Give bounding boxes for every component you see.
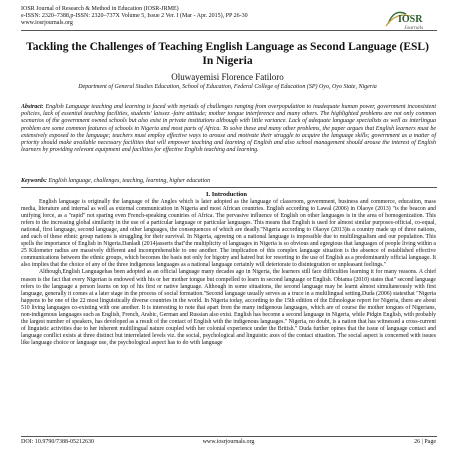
- abstract-label: Abstract:: [21, 104, 44, 110]
- journal-website: www.iosrjournals.org: [21, 20, 73, 26]
- paper-title: Tackling the Challenges of Teaching English Language as Second Language (ESL) In Nigeria: [26, 41, 429, 67]
- keywords: [21, 178, 436, 185]
- header-divider: [21, 30, 437, 31]
- abstract-divider: [21, 187, 437, 188]
- keywords-label: Keywords:: [21, 178, 47, 184]
- paragraph-1: English language is originally the language of the Angles which is later adopted as the language of classroom, government, business and commerce, education, mass media, literature and internal as well as external communication in Nigeria and most African countries. English according to Lawal (2006) in Olaoye (2013) "is the beacon and unifying force, as a "rapid" not sparing even French-speaking countries of Africa. The pervasive influence of English on other languages is in the area of homogenization. This refers to the increasing global similarity in the use of a particular language or particular languages. This means that English is used for almost similar purposes-official, co-equal, national, first language, second language, and other languages, the consequences of which are deadly."Nigeria according to Olaoye (2013)is a country made up of three nations, and each of these ethnic group nations is struggling for their survival. In Nigeria, agreeing on a national language is impossible due to multilingualism and our population. This spells the importance of English in Nigeria.Danladi (2014)asserts that"the multiplicity of languages in Nigeria is so obvious and egregious that languages of people living within a 25 Kilometer radius are massively different and incomprehensible to one another. The implication of this complex language situation is the absence of established effective communications between the ethnic groups, which becomes the basis not only for bigotry and hatred but for resorting to the use of English as a predominantly official language. It also implies that the choice of any of the three indigenous languages as a national language certainly will deteriorate to disintegration or unpleasant feelings.": [21, 199, 436, 269]
- iosr-logo: [384, 4, 436, 30]
- footer-divider: [21, 436, 437, 437]
- author-affiliation: Department of General Studies Education, School of Education, Federal College of Education (SP) Oyo, Oyo State, Nigeria: [78, 84, 377, 90]
- journal-name: IOSR Journal of Research & Method in Education (IOSR-JRME): [21, 6, 179, 12]
- journal-issn-volume: e-ISSN: 2320–7388,p-ISSN: 2320–737X Volume 5, Issue 2 Ver. I (Mar - Apr. 2015), PP 26-30: [21, 13, 248, 19]
- section-heading: I. Introduction: [205, 191, 248, 198]
- journal-header: [21, 6, 321, 27]
- body-text: [21, 199, 436, 347]
- abstract-text: English Language teaching and learning is faced with myriads of challenges ranging from overpopulation to inadequate human power, government inconsistent policies, lack of essential teaching facilities, students' laissez -faire attitude; mother tongue interference and many others. The highlighted problems are not only common scenarios of the government owned schools but also exist in private institutions although with little variance. Lack of adequate language specialists as well as interlingua problem are some common features of schools in Nigeria and most parts of Africa. To solve these and many other problems, the paper argues that English learners must be extensively exposed to the language; teachers must employ effective ways to arouse and motivate their struggle to acquire the language skills; government as a matter of priority should make available necessary facilities that will empower teaching and learning of English and also school management should arouse the interest of English learners by providing relevant equipment and facilities for effective English teaching and learning.: [21, 104, 437, 154]
- footer-page-number: 26 | Page: [414, 439, 436, 445]
- keywords-text: English language, challenges, teaching, learning, higher education: [48, 178, 211, 184]
- footer-doi: DOI: 10.9790/7388-05212630: [21, 439, 94, 445]
- logo-subtext: Journals: [404, 25, 424, 30]
- author-name: Oluwayemisi Florence Fatiloro: [171, 72, 284, 82]
- logo-text: IOSR: [398, 14, 423, 25]
- paragraph-2: Although,English Languagehas been adopted as an official language many decades ago in Nigeria, the learners still face difficulties learning it for many reasons. A chief reason is the fact that every Nigerian is endowed with his or her mother tongue but compelled to learn in second language or English. Obiama (2010) states that" second language refers to the language a person learns on top of his first or native language. Although in some situations, the second language may be learnt almost simultaneously with first language, generally it comes at a later stage in the process of social formation."Second language usually serves as a truce in a multilingual setting.Duda (2006) statesthat "Nigeria happens to be one of the 22 most linguistically diverse countries in the world. In Nigeria today, according to the 15th edition of the Ethnologue report for Nigeria, there are about 510 living languages co-existing with one another. It is interesting to note that apart from the many indigenous languages, which are of course the mother tongues of Nigerians, non-indigenous languages such as English, French, Arabic, German and Russian also exist. English has become a second language in Nigeria, while Pidgin English, with probably the largest number of speakers, has developed as a result of the contact of English with the indigenous languages." Nigeria, no doubt, is a nation that has witnessed a cross-current of linguistic activities due to her inherent multilingual nature coupled with her colonial experience under the British." Duda further opines that the issue of language contact and language conflict exists at three distinct but interrelated levels viz. the social, psychological and linguistic axes of the contact situation. The social aspect is concerned with issues like language choice or language use, the psychological aspect has to do with language: [21, 269, 436, 346]
- footer-website: www.iosrjournals.org: [202, 439, 255, 445]
- abstract: [21, 104, 436, 154]
